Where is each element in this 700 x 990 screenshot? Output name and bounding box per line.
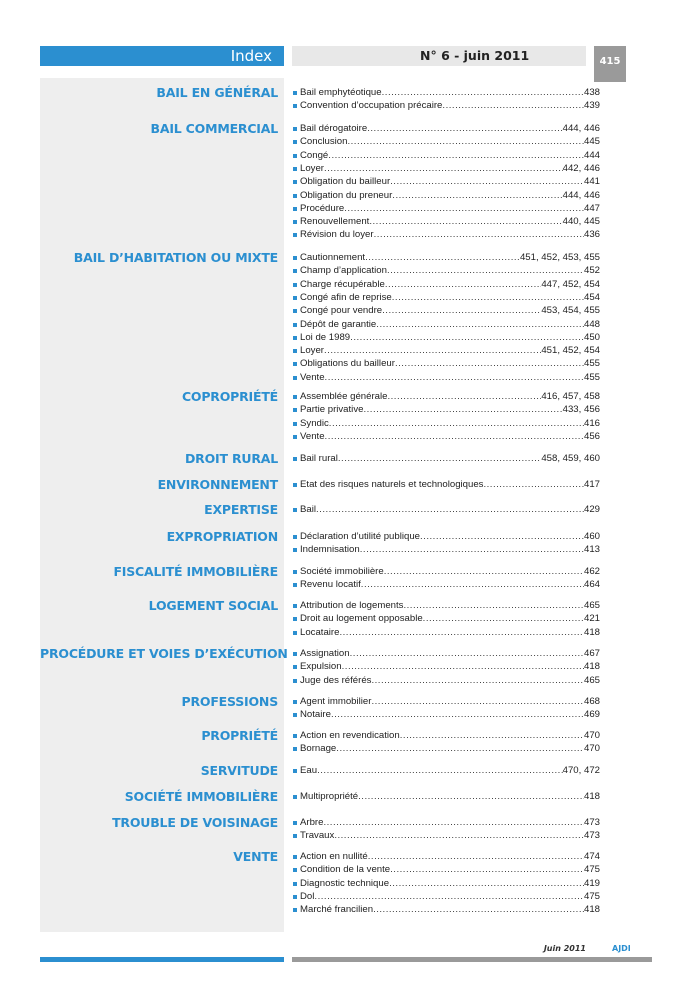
dot-leader — [350, 647, 584, 660]
entry-pages: 436 — [583, 229, 600, 241]
dot-leader — [442, 99, 584, 112]
entry-pages: 440, 445 — [562, 216, 600, 228]
entry-pages: 438 — [583, 87, 600, 98]
index-entry — [293, 660, 600, 673]
entry-pages: 441 — [583, 176, 600, 188]
section-title: TROUBLE DE VOISINAGE — [112, 815, 278, 830]
dot-leader — [371, 674, 584, 687]
index-entry — [293, 503, 600, 516]
entry-term: Dépôt de garantie — [300, 318, 377, 330]
dot-leader — [367, 122, 562, 135]
index-entry — [293, 99, 600, 112]
dot-leader — [324, 344, 541, 357]
bullet-square-icon — [293, 309, 297, 313]
entry-pages: 462 — [583, 566, 600, 577]
index-entry — [293, 430, 600, 443]
bullet-square-icon — [293, 194, 297, 198]
entry-pages: 473 — [583, 830, 600, 842]
section-title: PROPRIÉTÉ — [201, 728, 278, 743]
entry-term: Obligations du bailleur — [300, 358, 395, 370]
section-title: SOCIÉTÉ IMMOBILIÈRE — [124, 789, 278, 804]
dot-leader — [329, 417, 584, 430]
dot-leader — [361, 578, 584, 591]
index-entry — [293, 829, 600, 842]
section-title: LOGEMENT SOCIAL — [148, 598, 278, 613]
entry-term: Notaire — [300, 709, 331, 721]
bullet-square-icon — [293, 795, 297, 799]
dot-leader — [395, 357, 584, 370]
entry-pages: 467 — [583, 648, 600, 659]
bullet-square-icon — [293, 882, 297, 886]
bullet-square-icon — [293, 508, 297, 512]
entry-pages: 417 — [583, 479, 600, 490]
bullet-square-icon — [293, 821, 297, 825]
entry-term: Charge récupérable — [300, 278, 385, 290]
entry-term: Multipropriété — [300, 791, 359, 802]
dot-leader — [360, 543, 584, 556]
index-entry — [293, 478, 600, 491]
bullet-square-icon — [293, 408, 297, 412]
entry-pages: 447, 452, 454 — [541, 278, 600, 290]
entry-term: Bornage — [300, 743, 337, 755]
entry-pages: 418 — [583, 904, 600, 916]
entry-pages: 429 — [583, 504, 600, 515]
entry-pages: 416, 457, 458 — [541, 391, 600, 402]
entry-term: Renouvellement — [300, 216, 370, 228]
bullet-square-icon — [293, 834, 297, 838]
bullet-square-icon — [293, 457, 297, 461]
entry-term: Locataire — [300, 626, 340, 638]
index-entry — [293, 695, 600, 708]
entry-pages: 456 — [583, 430, 600, 442]
bullet-square-icon — [293, 483, 297, 487]
index-entry — [293, 578, 600, 591]
section-title: COPROPRIÉTÉ — [181, 389, 278, 404]
dot-leader — [363, 403, 562, 416]
entry-term: Agent immobilier — [300, 696, 372, 707]
bullet-square-icon — [293, 895, 297, 899]
entry-pages: 460 — [583, 531, 600, 542]
dot-leader — [317, 764, 563, 777]
bullet-square-icon — [293, 604, 297, 608]
entry-term: Champ d’application — [300, 265, 387, 277]
index-entry — [293, 647, 600, 660]
dot-leader — [403, 599, 584, 612]
entry-pages: 442, 446 — [562, 162, 600, 174]
index-entry — [293, 530, 600, 543]
dot-leader — [324, 162, 563, 175]
entry-term: Convention d’occupation précaire — [300, 100, 443, 112]
index-entry — [293, 189, 600, 202]
entry-term: Bail emphytéotique — [300, 87, 382, 98]
entry-pages: 419 — [583, 877, 600, 889]
entry-term: Déclaration d’utilité publique — [300, 531, 420, 542]
bullet-square-icon — [293, 296, 297, 300]
index-entry — [293, 599, 600, 612]
entry-pages: 455 — [583, 371, 600, 383]
entry-pages: 418 — [583, 661, 600, 673]
entry-pages: 473 — [583, 817, 600, 828]
entry-term: Revenu locatif — [300, 579, 361, 591]
entry-pages: 433, 456 — [562, 404, 600, 416]
bullet-square-icon — [293, 570, 297, 574]
dot-leader — [389, 877, 584, 890]
entry-term: Juge des référés — [300, 674, 372, 686]
entry-pages: 439 — [583, 100, 600, 112]
entry-pages: 451, 452, 454 — [541, 345, 600, 357]
section-title: FISCALITÉ IMMOBILIÈRE — [113, 564, 278, 579]
bullet-square-icon — [293, 140, 297, 144]
entry-term: Obligation du preneur — [300, 189, 393, 201]
bullet-square-icon — [293, 349, 297, 353]
entry-term: Condition de la vente — [300, 864, 391, 876]
dot-leader — [369, 215, 562, 228]
entry-pages: 444, 446 — [562, 189, 600, 201]
entry-pages: 464 — [583, 579, 600, 591]
bullet-square-icon — [293, 104, 297, 108]
section-title: EXPROPRIATION — [166, 529, 278, 544]
entry-pages: 470 — [583, 743, 600, 755]
index-entry — [293, 331, 600, 344]
bullet-square-icon — [293, 395, 297, 399]
dot-leader — [390, 175, 584, 188]
section-title: PROCÉDURE ET VOIES D’EXÉCUTION — [40, 646, 288, 661]
entry-term: Expulsion — [300, 661, 342, 673]
dot-leader — [423, 612, 584, 625]
entry-pages: 470, 472 — [562, 765, 600, 776]
entry-term: Eau — [300, 765, 318, 776]
dot-leader — [339, 626, 584, 639]
dot-leader — [338, 452, 541, 465]
index-entry — [293, 304, 600, 317]
entry-pages: 444, 446 — [562, 123, 600, 134]
bullet-square-icon — [293, 256, 297, 260]
entry-term: Assemblée générale — [300, 391, 388, 402]
index-entry — [293, 626, 600, 639]
section-title: BAIL COMMERCIAL — [150, 121, 278, 136]
entry-term: Obligation du bailleur — [300, 176, 391, 188]
section-title: BAIL D’HABITATION OU MIXTE — [73, 250, 278, 265]
index-entry — [293, 175, 600, 188]
entry-pages: 418 — [583, 626, 600, 638]
entry-term: Travaux — [300, 830, 335, 842]
footer-date: Juin 2011 — [543, 944, 586, 953]
entry-pages: 455 — [583, 358, 600, 370]
index-entry — [293, 417, 600, 430]
section-title: EXPERTISE — [204, 502, 278, 517]
index-entry — [293, 890, 600, 903]
entry-term: Conclusion — [300, 136, 348, 148]
index-entry — [293, 122, 600, 135]
bullet-square-icon — [293, 908, 297, 912]
dot-leader — [344, 202, 584, 215]
index-entry — [293, 403, 600, 416]
bullet-square-icon — [293, 631, 297, 635]
entry-term: Action en revendication — [300, 730, 400, 741]
entry-term: Congé pour vendre — [300, 305, 383, 317]
index-entry — [293, 202, 600, 215]
entry-pages: 475 — [583, 890, 600, 902]
bullet-square-icon — [293, 548, 297, 552]
footer-brand: AJDI — [612, 944, 631, 953]
entry-term: Congé afin de reprise — [300, 291, 392, 303]
dot-leader — [374, 228, 584, 241]
dot-leader — [314, 890, 584, 903]
section-title: BAIL EN GÉNÉRAL — [156, 85, 278, 100]
entry-pages: 451, 452, 453, 455 — [519, 252, 600, 263]
index-entry — [293, 215, 600, 228]
entry-term: Loyer — [300, 162, 324, 174]
dot-leader — [420, 530, 584, 543]
entry-pages: 444 — [583, 149, 600, 161]
dot-leader — [376, 318, 584, 331]
index-entry — [293, 850, 600, 863]
entry-term: Bail rural — [300, 453, 338, 464]
entry-pages: 470 — [583, 730, 600, 741]
bullet-square-icon — [293, 283, 297, 287]
entry-term: Vente — [300, 371, 325, 383]
dot-leader — [382, 304, 541, 317]
entry-pages: 453, 454, 455 — [541, 305, 600, 317]
entry-pages: 450 — [583, 331, 600, 343]
index-entry — [293, 877, 600, 890]
index-entry — [293, 291, 600, 304]
entry-term: Loyer — [300, 345, 324, 357]
bullet-square-icon — [293, 700, 297, 704]
bullet-square-icon — [293, 220, 297, 224]
dot-leader — [316, 503, 584, 516]
footer-accent-bar — [40, 957, 284, 962]
index-entry — [293, 135, 600, 148]
dot-leader — [392, 291, 584, 304]
dot-leader — [382, 86, 584, 99]
entry-term: Bail — [300, 504, 316, 515]
dot-leader — [384, 565, 584, 578]
bullet-square-icon — [293, 665, 297, 669]
index-entry — [293, 816, 600, 829]
dot-leader — [323, 816, 584, 829]
dot-leader — [387, 390, 541, 403]
footer-gray-bar — [292, 957, 652, 962]
bullet-square-icon — [293, 127, 297, 131]
entry-pages: 413 — [583, 544, 600, 556]
entry-pages: 445 — [583, 136, 600, 148]
dot-leader — [358, 790, 584, 803]
index-entry — [293, 452, 600, 465]
dot-leader — [392, 189, 562, 202]
entry-pages: 454 — [583, 291, 600, 303]
entry-pages: 474 — [583, 851, 600, 862]
index-entry — [293, 357, 600, 370]
entry-term: Congé — [300, 149, 329, 161]
dot-leader — [325, 430, 584, 443]
entry-term: Dol — [300, 890, 315, 902]
bullet-square-icon — [293, 323, 297, 327]
index-entry — [293, 903, 600, 916]
entry-term: Marché francilien — [300, 904, 374, 916]
index-title: Index — [40, 46, 284, 66]
index-entry — [293, 162, 600, 175]
dot-leader — [334, 829, 584, 842]
entry-term: Attribution de logements — [300, 600, 404, 611]
section-title: SERVITUDE — [200, 763, 278, 778]
dot-leader — [387, 264, 584, 277]
bullet-square-icon — [293, 336, 297, 340]
entry-term: Loi de 1989 — [300, 331, 351, 343]
bullet-square-icon — [293, 535, 297, 539]
entry-term: Révision du loyer — [300, 229, 374, 241]
dot-leader — [328, 149, 584, 162]
dot-leader — [368, 850, 584, 863]
dot-leader — [385, 278, 542, 291]
index-entry — [293, 278, 600, 291]
entry-pages: 448 — [583, 318, 600, 330]
entry-term: Action en nullité — [300, 851, 368, 862]
bullet-square-icon — [293, 154, 297, 158]
entry-term: Diagnostic technique — [300, 877, 390, 889]
entry-pages: 465 — [583, 600, 600, 611]
index-entry — [293, 318, 600, 331]
entry-term: Arbre — [300, 817, 324, 828]
entry-term: Assignation — [300, 648, 350, 659]
bullet-square-icon — [293, 747, 297, 751]
dot-leader — [331, 708, 584, 721]
index-entry — [293, 742, 600, 755]
bullet-square-icon — [293, 376, 297, 380]
entry-term: Vente — [300, 430, 325, 442]
bullet-square-icon — [293, 422, 297, 426]
bullet-square-icon — [293, 233, 297, 237]
entry-pages: 418 — [583, 791, 600, 802]
dot-leader — [371, 695, 584, 708]
entry-pages: 452 — [583, 265, 600, 277]
bullet-square-icon — [293, 167, 297, 171]
index-entry — [293, 863, 600, 876]
section-title: ENVIRONNEMENT — [157, 477, 278, 492]
entry-term: Bail dérogatoire — [300, 123, 368, 134]
dot-leader — [347, 135, 584, 148]
entry-pages: 465 — [583, 674, 600, 686]
bullet-square-icon — [293, 362, 297, 366]
index-entry — [293, 612, 600, 625]
entry-pages: 416 — [583, 417, 600, 429]
bullet-square-icon — [293, 583, 297, 587]
dot-leader — [373, 903, 584, 916]
section-title: VENTE — [233, 849, 278, 864]
entry-term: Syndic — [300, 417, 329, 429]
dot-leader — [390, 863, 584, 876]
bullet-square-icon — [293, 269, 297, 273]
entry-pages: 468 — [583, 696, 600, 707]
index-entry — [293, 729, 600, 742]
bullet-square-icon — [293, 435, 297, 439]
bullet-square-icon — [293, 180, 297, 184]
dot-leader — [483, 478, 584, 491]
dot-leader — [350, 331, 584, 344]
index-entry — [293, 790, 600, 803]
index-entry — [293, 149, 600, 162]
section-title: PROFESSIONS — [181, 694, 278, 709]
entry-pages: 447 — [583, 202, 600, 214]
bullet-square-icon — [293, 868, 297, 872]
entry-term: Cautionnement — [300, 252, 366, 263]
bullet-square-icon — [293, 207, 297, 211]
entry-pages: 469 — [583, 709, 600, 721]
entry-pages: 475 — [583, 864, 600, 876]
index-entry — [293, 86, 600, 99]
index-entry — [293, 344, 600, 357]
entry-term: Partie privative — [300, 404, 364, 416]
dot-leader — [342, 660, 584, 673]
dot-leader — [325, 371, 584, 384]
dot-leader — [336, 742, 584, 755]
entry-term: Procédure — [300, 202, 345, 214]
index-entry — [293, 565, 600, 578]
bullet-square-icon — [293, 713, 297, 717]
dot-leader — [365, 251, 520, 264]
index-entry — [293, 264, 600, 277]
entry-pages: 458, 459, 460 — [541, 453, 600, 464]
bullet-square-icon — [293, 679, 297, 683]
index-entry — [293, 228, 600, 241]
entry-term: Etat des risques naturels et technologiques — [300, 479, 484, 490]
bullet-square-icon — [293, 734, 297, 738]
entry-pages: 421 — [583, 613, 600, 625]
index-entry — [293, 371, 600, 384]
index-entry — [293, 390, 600, 403]
section-title: DROIT RURAL — [185, 451, 278, 466]
index-entry — [293, 543, 600, 556]
bullet-square-icon — [293, 617, 297, 621]
entry-term: Société immobilière — [300, 566, 384, 577]
bullet-square-icon — [293, 769, 297, 773]
dot-leader — [400, 729, 584, 742]
index-entry — [293, 674, 600, 687]
entry-term: Droit au logement opposable — [300, 613, 423, 625]
index-entry — [293, 251, 600, 264]
issue-label: N° 6 - juin 2011 — [292, 46, 586, 66]
page-number: 415 — [594, 46, 626, 82]
bullet-square-icon — [293, 652, 297, 656]
bullet-square-icon — [293, 91, 297, 95]
entry-term: Indemnisation — [300, 544, 360, 556]
index-entry — [293, 764, 600, 777]
index-entry — [293, 708, 600, 721]
bullet-square-icon — [293, 855, 297, 859]
